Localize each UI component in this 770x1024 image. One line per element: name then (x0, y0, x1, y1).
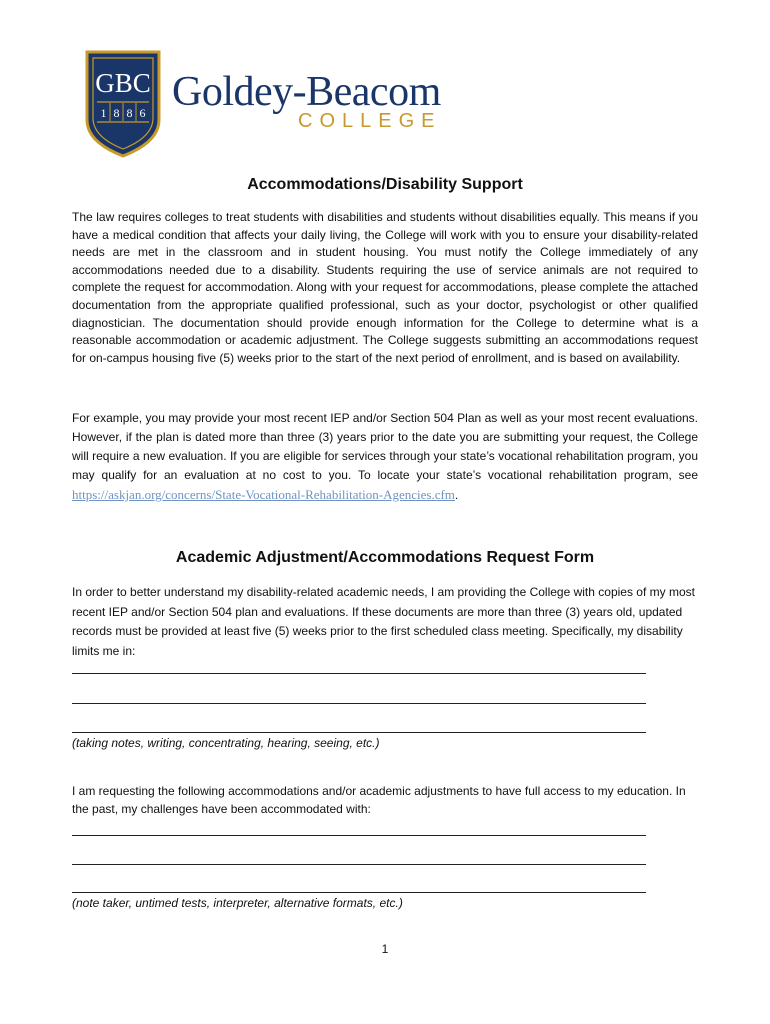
crest-initials: GBC (95, 68, 151, 98)
crest-year-digit: 8 (126, 106, 133, 120)
disability-limits-line-2[interactable] (72, 703, 646, 704)
example-paragraph-end: . (454, 488, 459, 502)
page-number: 1 (381, 942, 389, 956)
disability-limits-line-1[interactable] (72, 673, 646, 674)
college-logo (84, 50, 484, 160)
crest-year-digit: 6 (139, 106, 146, 120)
accommodations-hint: (note taker, untimed tests, interpreter, alternative formats, etc.) (72, 896, 403, 910)
vocational-rehab-link[interactable]: https://askjan.org/concerns/State-Vocational-Rehabilitation-Agencies.cfm (72, 487, 455, 502)
college-subtitle: COLLEGE (298, 110, 442, 132)
example-paragraph (72, 409, 698, 505)
college-name: Goldey-Beacom (172, 69, 441, 115)
limits-hint: (taking notes, writing, concentrating, hearing, seeing, etc.) (72, 736, 380, 750)
intro-paragraph: The law requires colleges to treat students with disabilities and students without disabilities equally. This means if you have a medical condition that affects your daily living, the College will work with you to ensure your disability-related needs are met in the classroom and in student housing. You must notify the College immediately of any accommodations needed due to a disability. Students requiring the use of service animals are not required to complete the request for accommodation. Along with your request for accommodations, please complete the attached documentation from the appropriate qualified professional, such as your doctor, psychologist or other qualified diagnostician. The documentation should provide enough information for the College to determine what is a reasonable accommodation or academic adjustment. The College suggests submitting an accommodations request for on-campus housing five (5) weeks prior to the start of the next period of enrollment, and is based on availability. (72, 210, 698, 365)
section-title-accommodations: Accommodations/Disability Support (247, 176, 523, 193)
accommodations-line-1[interactable] (72, 835, 646, 836)
crest-year-digit: 8 (113, 106, 120, 120)
accommodations-paragraph: I am requesting the following accommodations and/or academic adjustments to have full access to my education. In the past, my challenges have been accommodated with: (72, 784, 686, 816)
accommodations-line-3[interactable] (72, 892, 646, 893)
request-paragraph: In order to better understand my disability-related academic needs, I am providing the College with copies of my most recent IEP and/or Section 504 plan and evaluations. If these documents are more than three (3) years old, updated records must be provided at least five (5) weeks prior to the first scheduled class meeting. Specifically, my disability limits me in: (72, 585, 695, 658)
college-crest-icon (84, 50, 162, 158)
section-title-request-form: Academic Adjustment/Accommodations Request Form (175, 549, 595, 566)
crest-year-digit: 1 (100, 106, 107, 120)
disability-limits-line-3[interactable] (72, 732, 646, 733)
example-paragraph-text: For example, you may provide your most recent IEP and/or Section 504 Plan as well as your most recent evaluations. However, if the plan is dated more than three (3) years prior to the date you are submitting your request, the College will require a new evaluation. If you are eligible for services through your state’s vocational rehabilitation program, you may qualify for an evaluation at no cost to you. To locate your state’s vocational rehabilitation program, see (72, 411, 698, 482)
accommodations-line-2[interactable] (72, 864, 646, 865)
